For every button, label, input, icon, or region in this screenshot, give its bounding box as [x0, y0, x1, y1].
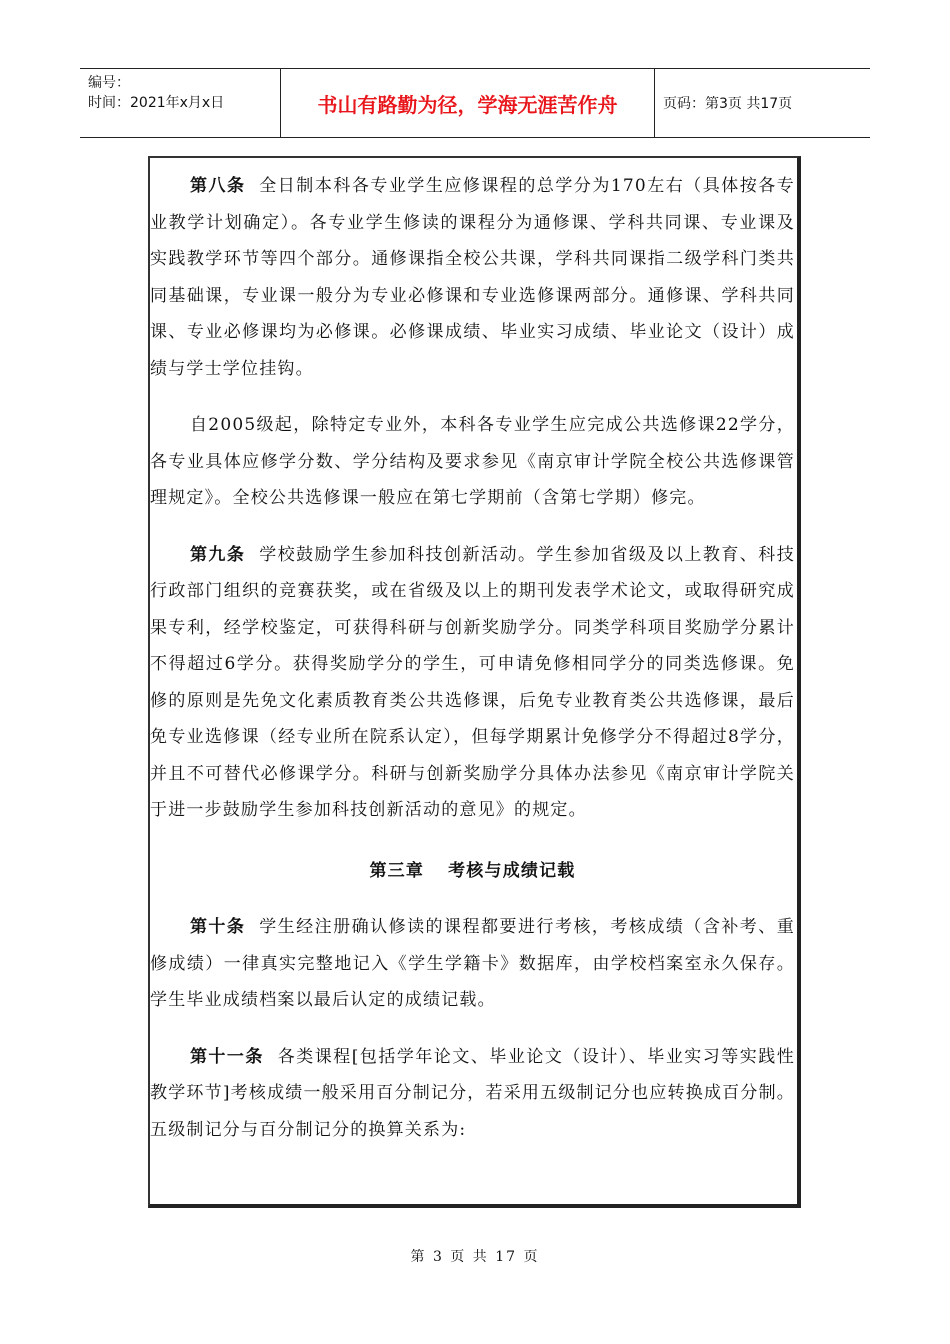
document-body — [150, 168, 795, 1148]
chapter-3-heading — [150, 853, 795, 890]
article-9-title: 第九条 — [189, 544, 246, 565]
header-meta — [80, 69, 280, 137]
article-9-paragraph — [150, 537, 795, 829]
page-header — [80, 68, 870, 138]
article-8-text: 全日制本科各专业学生应修课程的总学分为170左右（具体按各专业教学计划确定）。各专业学生修读的课程分为通修课、学科共同课、专业课及实践教学环节等四个部分。通修课指全校公共课，学科共同课指二级学科门类共同基础课，专业课一般分为专业必修课和专业选修课两部分。通修课、学科共同课、专业必修课均为必修课。必修课成绩、毕业实习成绩、毕业论文（设计）成绩与学士学位挂钩。 — [150, 176, 795, 379]
doc-date-label: 时间：2021年x月x日 — [88, 95, 225, 111]
article-8-paragraph-1 — [150, 168, 795, 387]
article-9-text: 学校鼓励学生参加科技创新活动。学生参加省级及以上教育、科技行政部门组织的竞赛获奖，或在省级及以上的期刊发表学术论文，或取得研究成果专利，经学校鉴定，可获得科研与创新奖励学分。同类学科项目奖励学分累计不得超过6学分。获得奖励学分的学生，可申请免修相同学分的同类选修课。免修的原则是先免文化素质教育类公共选修课，后免专业教育类公共选修课，最后免专业选修课（经专业所在院系认定），但每学期累计免修学分不得超过8学分，并且不可替代必修课学分。科研与创新奖励学分具体办法参见《南京审计学院关于进一步鼓励学生参加科技创新活动的意见》的规定。 — [150, 544, 795, 820]
header-motto: 书山有路勤为径，学海无涯苦作舟 — [280, 69, 655, 137]
article-11-text: 各类课程[包括学年论文、毕业论文（设计）、毕业实习等实践性教学环节]考核成绩一般采用百分制记分，若采用五级制记分也应转换成百分制。五级制记分与百分制记分的换算关系为: — [150, 1046, 795, 1140]
chapter-title: 考核与成绩记载 — [448, 860, 576, 881]
article-10-paragraph — [150, 909, 795, 1019]
chapter-number: 第三章 — [369, 860, 425, 881]
article-10-title: 第十条 — [189, 917, 246, 937]
article-8-title: 第八条 — [189, 176, 246, 196]
doc-id-label: 编号： — [88, 75, 130, 91]
article-10-text: 学生经注册确认修读的课程都要进行考核，考核成绩（含补考、重修成绩）一律真实完整地记入《学生学籍卡》数据库，由学校档案室永久保存。学生毕业成绩档案以最后认定的成绩记载。 — [150, 917, 795, 1010]
page-footer: 第 3 页 共 17 页 — [410, 1249, 540, 1265]
article-11-title: 第十一条 — [189, 1046, 264, 1067]
article-11-paragraph — [150, 1039, 795, 1149]
header-page-number: 页码：第3页 共17页 — [663, 96, 793, 112]
article-8-paragraph-2: 自2005级起，除特定专业外，本科各专业学生应完成公共选修课22学分，各专业具体应修学分数、学分结构及要求参见《南京审计学院全校公共选修课管理规定》。全校公共选修课一般应在第七学期前（含第七学期）修完。 — [150, 415, 795, 508]
